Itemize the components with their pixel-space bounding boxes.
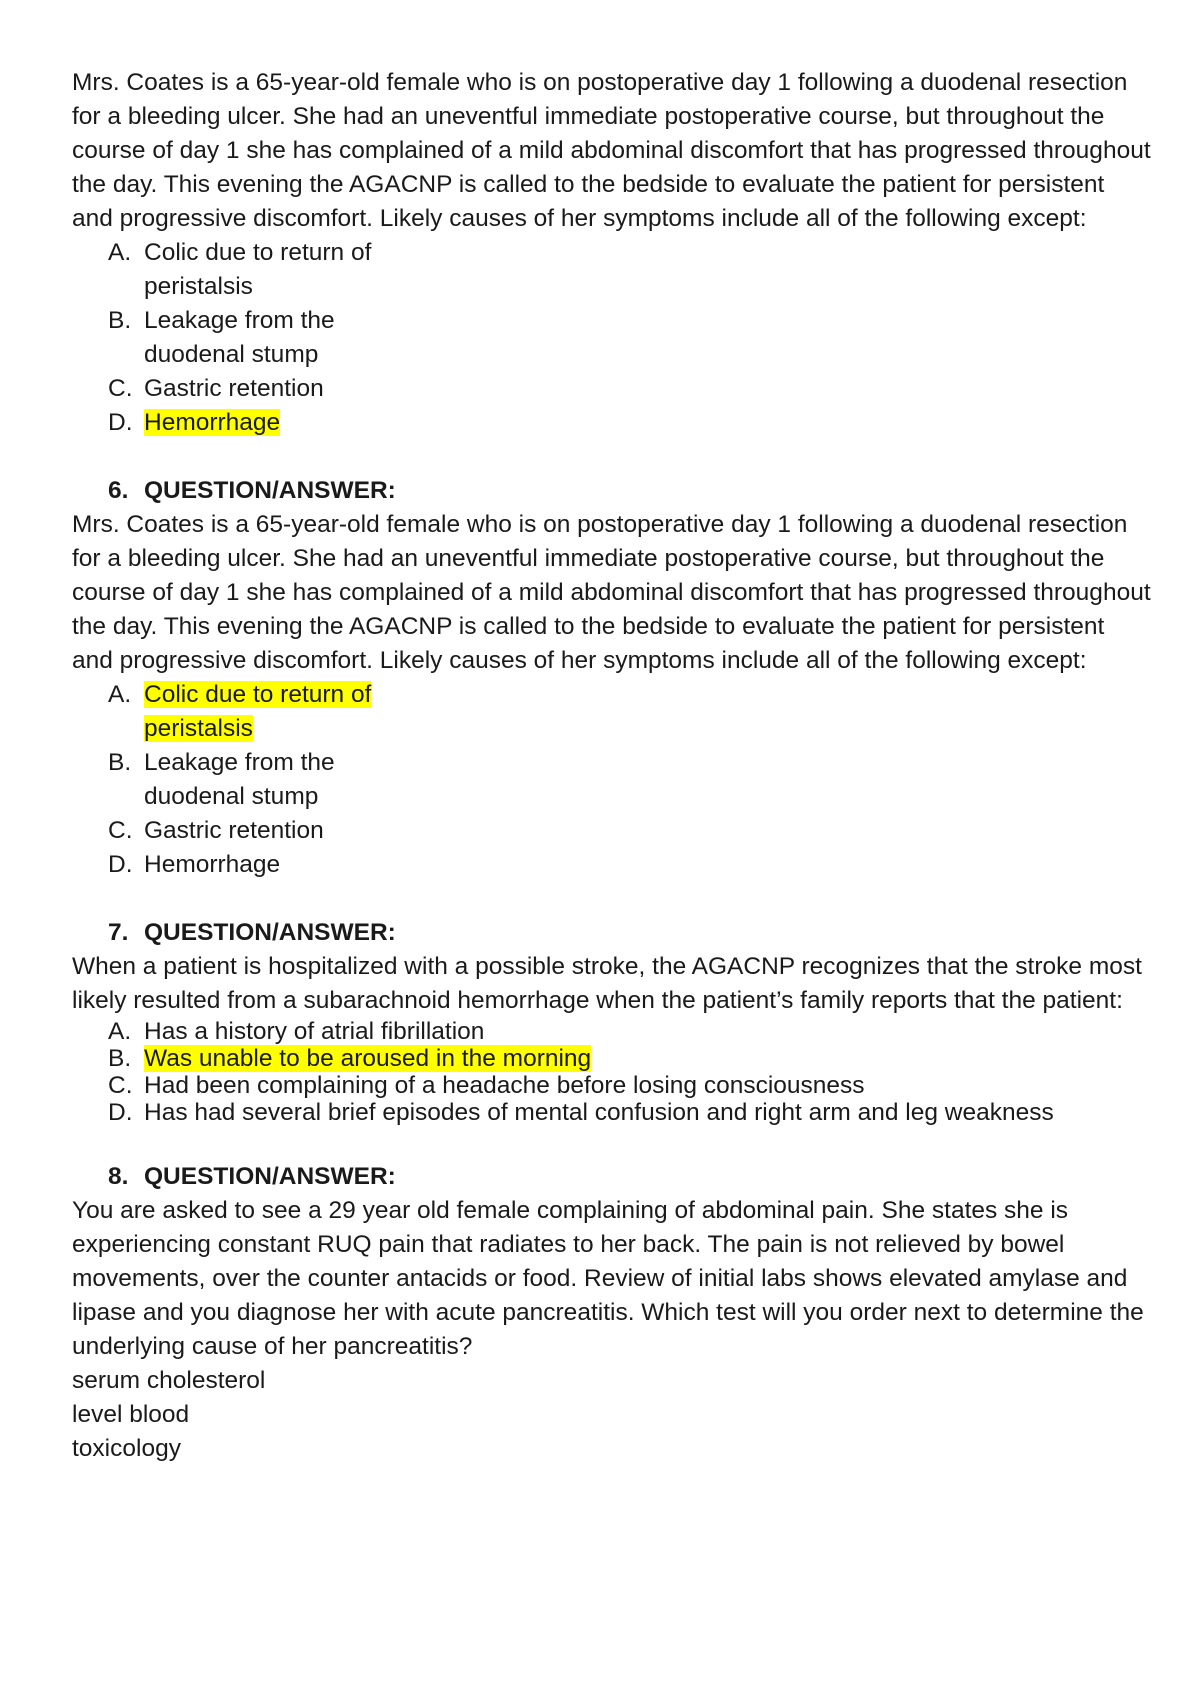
- q7-option-b: B. Was unable to be aroused in the morning: [108, 1045, 592, 1072]
- q7-options: [72, 1018, 1152, 1126]
- q6-option-c: C. Gastric retention: [108, 817, 324, 844]
- q6-option-d: D. Hemorrhage: [108, 851, 281, 878]
- q6-option-a: A. Colic due to return of peristalsis: [108, 681, 372, 742]
- q5-options: [72, 236, 1152, 440]
- q5-option-a: A. Colic due to return of peristalsis: [108, 239, 372, 300]
- q6-option-b: B. Leakage from the duodenal stump: [108, 749, 335, 810]
- q6-stem: Mrs. Coates is a 65-year-old female who is on postoperative day 1 following a duodenal resection for a bleeding ulcer. She had an uneventful immediate postoperative course, but throughout the course of day 1 she has complained of a mild abdominal discomfort that has progressed throughout the day. This evening the AGACNP is called to the bedside to evaluate the patient for persistent and progressive discomfort. Likely causes of her symptoms include all of the following except:: [72, 511, 1151, 674]
- q7-option-c: C. Had been complaining of a headache before losing consciousness: [108, 1072, 865, 1099]
- q6-heading: 6. QUESTION/ANSWER:: [108, 477, 396, 504]
- q5-option-b: B. Leakage from the duodenal stump: [108, 307, 335, 368]
- q7-option-d: D. Has had several brief episodes of mental confusion and right arm and leg weakness: [108, 1099, 1054, 1126]
- q8-line-1: serum cholesterol: [72, 1367, 266, 1394]
- q7-heading: 7. QUESTION/ANSWER:: [108, 919, 396, 946]
- q5-answer-highlight: Hemorrhage: [144, 409, 281, 436]
- q5-stem: Mrs. Coates is a 65-year-old female who is on postoperative day 1 following a duodenal resection for a bleeding ulcer. She had an uneventful immediate postoperative course, but throughout the course of day 1 she has complained of a mild abdominal discomfort that has progressed throughout the day. This evening the AGACNP is called to the bedside to evaluate the patient for persistent and progressive discomfort. Likely causes of her symptoms include all of the following except:: [72, 69, 1151, 232]
- document-page: [72, 66, 1152, 1466]
- q7-stem: When a patient is hospitalized with a possible stroke, the AGACNP recognizes that the stroke most likely resulted from a subarachnoid hemorrhage when the patient’s family reports that the patient:: [72, 953, 1142, 1014]
- q5-option-d: D. Hemorrhage: [108, 409, 281, 436]
- q8-stem: You are asked to see a 29 year old female complaining of abdominal pain. She states she is experiencing constant RUQ pain that radiates to her back. The pain is not relieved by bowel movements, over the counter antacids or food. Review of initial labs shows elevated amylase and lipase and you diagnose her with acute pancreatitis. Which test will you order next to determine the underlying cause of her pancreatitis?: [72, 1197, 1144, 1360]
- q8-line-2: level blood: [72, 1401, 190, 1428]
- q7-answer-highlight: Was unable to be aroused in the morning: [144, 1045, 592, 1072]
- q6-options: [72, 678, 1152, 882]
- q8-line-3: toxicology: [72, 1435, 181, 1462]
- q5-option-c: C. Gastric retention: [108, 375, 324, 402]
- q7-option-a: A. Has a history of atrial fibrillation: [108, 1018, 485, 1045]
- q6-answer-highlight: Colic due to return of peristalsis: [144, 681, 372, 742]
- q8-heading: 8. QUESTION/ANSWER:: [108, 1163, 396, 1190]
